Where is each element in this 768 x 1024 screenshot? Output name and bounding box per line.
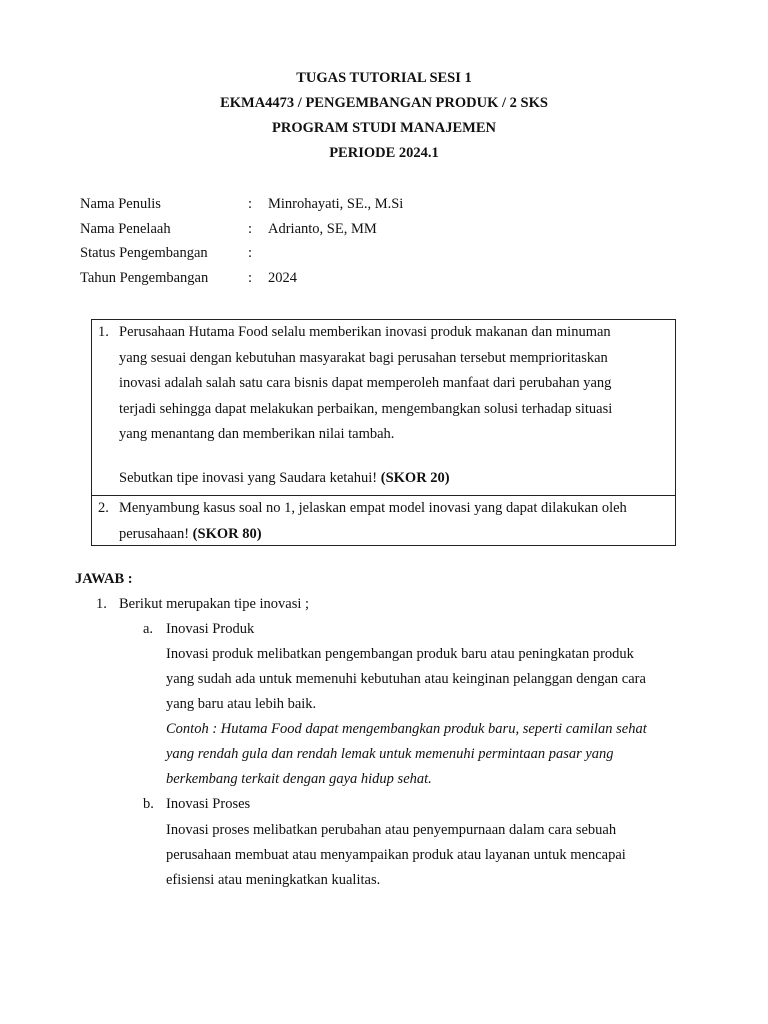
meta-colon: : (248, 196, 253, 212)
answer-item-text: Berikut merupakan tipe inovasi ; (119, 596, 310, 612)
question-1 (92, 320, 675, 495)
question-ask (119, 466, 667, 492)
paragraph-line: efisiensi atau meningkatkan kualitas. (166, 872, 381, 888)
meta-info (80, 192, 680, 290)
sub-item-title: Inovasi Produk (166, 621, 255, 637)
question-score: (SKOR 20) (380, 469, 450, 486)
meta-value: Minrohayati, SE., M.Si (268, 196, 404, 212)
meta-row-year (80, 266, 680, 291)
example-line: yang rendah gula dan rendah lemak untuk memenuhi permintaan pasar yang (166, 746, 614, 762)
meta-value: 2024 (268, 269, 297, 286)
paragraph-line: yang sudah ada untuk memenuhi kebutuhan atau keinginan pelanggan dengan cara (166, 671, 646, 687)
question-text-line: Menyambung kasus soal no 1, jelaskan empat model inovasi yang dapat dilakukan oleh (119, 500, 627, 516)
document-header (0, 66, 768, 166)
meta-value: Adrianto, SE, MM (268, 220, 377, 237)
sub-item-letter: b. (143, 796, 154, 812)
question-ask-text: Sebutkan tipe inovasi yang Saudara ketahui! (119, 469, 381, 486)
question-text-line: yang menantang dan memberikan nilai tambah. (119, 426, 395, 442)
meta-colon: : (248, 245, 253, 261)
example-line: Contoh : Hutama Food dapat mengembangkan produk baru, seperti camilan sehat (166, 721, 647, 737)
question-text-line: terjadi sehingga dapat melakukan perbaikan, mengembangkan solusi terhadap situasi (119, 400, 613, 417)
question-number: 1. (98, 324, 109, 340)
meta-row-author (80, 192, 680, 217)
sub-item-title: Inovasi Proses (166, 796, 251, 812)
paragraph-line: perusahaan membuat atau menyampaikan produk atau layanan untuk mencapai (166, 847, 626, 863)
question-text-line: yang sesuai dengan kebutuhan masyarakat bagi perusahan tersebut memprioritaskan (119, 349, 608, 366)
question-score: (SKOR 80) (192, 525, 262, 542)
question-ask (119, 522, 667, 548)
header-period: PERIODE 2024.1 (329, 145, 439, 161)
question-2 (92, 495, 675, 545)
meta-row-reviewer (80, 217, 680, 242)
meta-row-status (80, 241, 680, 266)
question-text-line: perusahaan! (119, 525, 193, 542)
meta-colon: : (248, 269, 253, 286)
question-text-line: Perusahaan Hutama Food selalu memberikan inovasi produk makanan dan minuman (119, 324, 611, 340)
meta-label: Nama Penelaah (80, 220, 171, 237)
meta-label: Status Pengembangan (80, 245, 208, 261)
sub-item-letter: a. (143, 621, 154, 637)
questions-table (91, 319, 676, 546)
question-text-line: inovasi adalah salah satu cara bisnis dapat memperoleh manfaat dari perubahan yang (119, 375, 612, 391)
header-title: TUGAS TUTORIAL SESI 1 (296, 70, 472, 86)
paragraph-line: Inovasi produk melibatkan pengembangan produk baru atau peningkatan produk (166, 646, 634, 662)
header-program: PROGRAM STUDI MANAJEMEN (272, 120, 496, 136)
answer-item-number: 1. (96, 596, 107, 612)
question-number: 2. (98, 500, 109, 516)
meta-label: Tahun Pengembangan (80, 269, 209, 286)
answer-heading: JAWAB : (75, 571, 133, 587)
paragraph-line: Inovasi proses melibatkan perubahan atau penyempurnaan dalam cara sebuah (166, 822, 617, 838)
paragraph-line: yang baru atau lebih baik. (166, 696, 317, 712)
meta-colon: : (248, 220, 253, 237)
header-course: EKMA4473 / PENGEMBANGAN PRODUK / 2 SKS (220, 95, 548, 111)
example-line: berkembang terkait dengan gaya hidup sehat. (166, 771, 432, 787)
meta-label: Nama Penulis (80, 196, 161, 212)
